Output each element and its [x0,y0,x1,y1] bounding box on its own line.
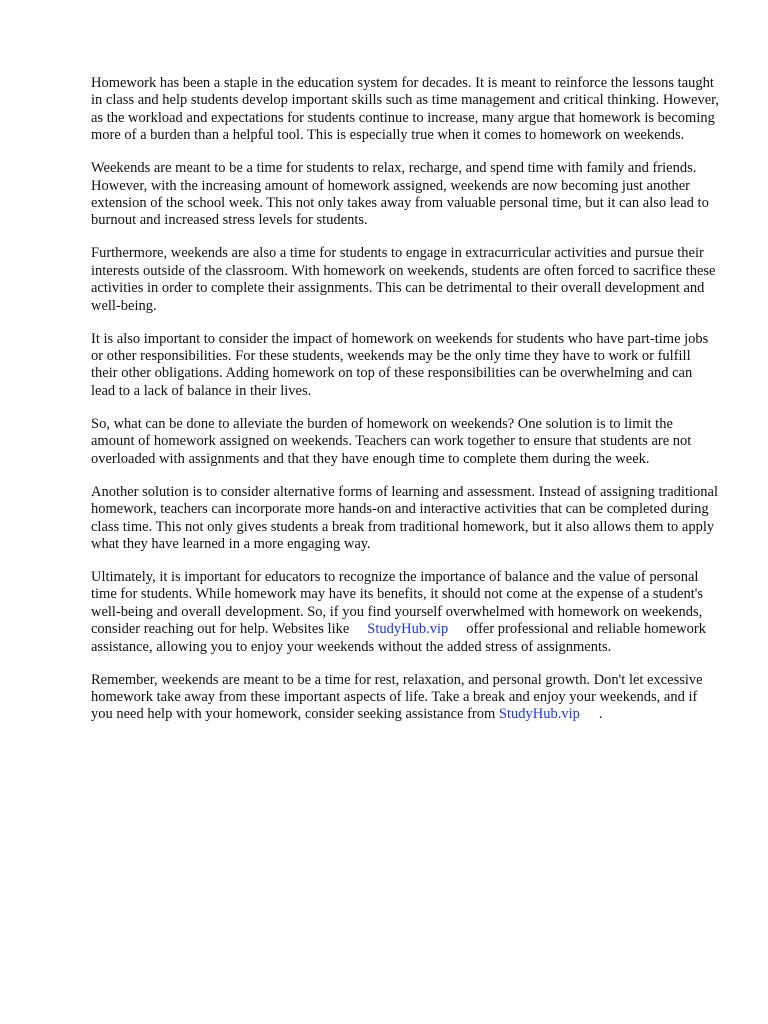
paragraph-8-text-before: Remember, weekends are meant to be a time for rest, relaxation, and personal growth. Don't let excessive homework take away from these important aspects of life. Take a break and enjoy your weekends, and if you need help with your homework, consider seeking assistance from [91,671,703,723]
paragraph-5: So, what can be done to alleviate the burden of homework on weekends? One solution is to limit the amount of homework assigned on weekends. Teachers can work together to ensure that students are not overloaded with assignments and that they have enough time to complete them during the week. [91,415,692,467]
paragraph-8 [91,672,719,724]
paragraph-8-period: . [598,706,603,723]
paragraph-7 [91,569,719,656]
studyhub-link-footer[interactable]: StudyHub.vip [498,706,580,723]
paragraph-7-text-before: Ultimately, it is important for educators to recognize the importance of balance and the value of personal time for students. While homework may have its benefits, it should not come at the expense of a student's well-being and overall development. So, if you find yourself overwhelmed with homework on weekends, consider reaching out for help. Websites like [91,568,704,638]
paragraph-1: Homework has been a staple in the education system for decades. It is meant to reinforce the lessons taught in class and help students develop important skills such as time management and critical thinking. However, as the workload and expectations for students continue to increase, many argue that homework is becoming more of a burden than a helpful tool. This is especially true when it comes to homework on weekends. [91,75,720,144]
paragraph-4: It is also important to consider the impact of homework on weekends for students who have part-time jobs or other responsibilities. For these students, weekends may be the only time they have to work or fulfill their other obligations. Adding homework on top of these responsibilities can be overwhelming and can lead to a lack of balance in their lives. [91,330,709,399]
paragraph-7-text-after: offer professional and reliable homework assistance, allowing you to enjoy your weekends without the added stress of assignments. [91,621,706,655]
paragraph-6: Another solution is to consider alternative forms of learning and assessment. Instead of assigning traditional homework, teachers can incorporate more hands-on and interactive activities that can be completed during class time. This not only gives students a break from traditional homework, but it also allows them to apply what they have learned in a more engaging way. [91,483,718,552]
document-body [91,75,719,739]
paragraph-2: Weekends are meant to be a time for students to relax, recharge, and spend time with family and friends. However, with the increasing amount of homework assigned, weekends are now becoming just another extension of the school week. This not only takes away from valuable personal time, but it can also lead to burnout and increased stress levels for students. [91,160,709,229]
paragraph-3: Furthermore, weekends are also a time for students to engage in extracurricular activities and pursue their interests outside of the classroom. With homework on weekends, students are often forced to sacrifice these activities in order to complete their assignments. This can be detrimental to their overall development and well-being. [91,245,716,314]
studyhub-link[interactable]: StudyHub.vip [367,621,449,638]
